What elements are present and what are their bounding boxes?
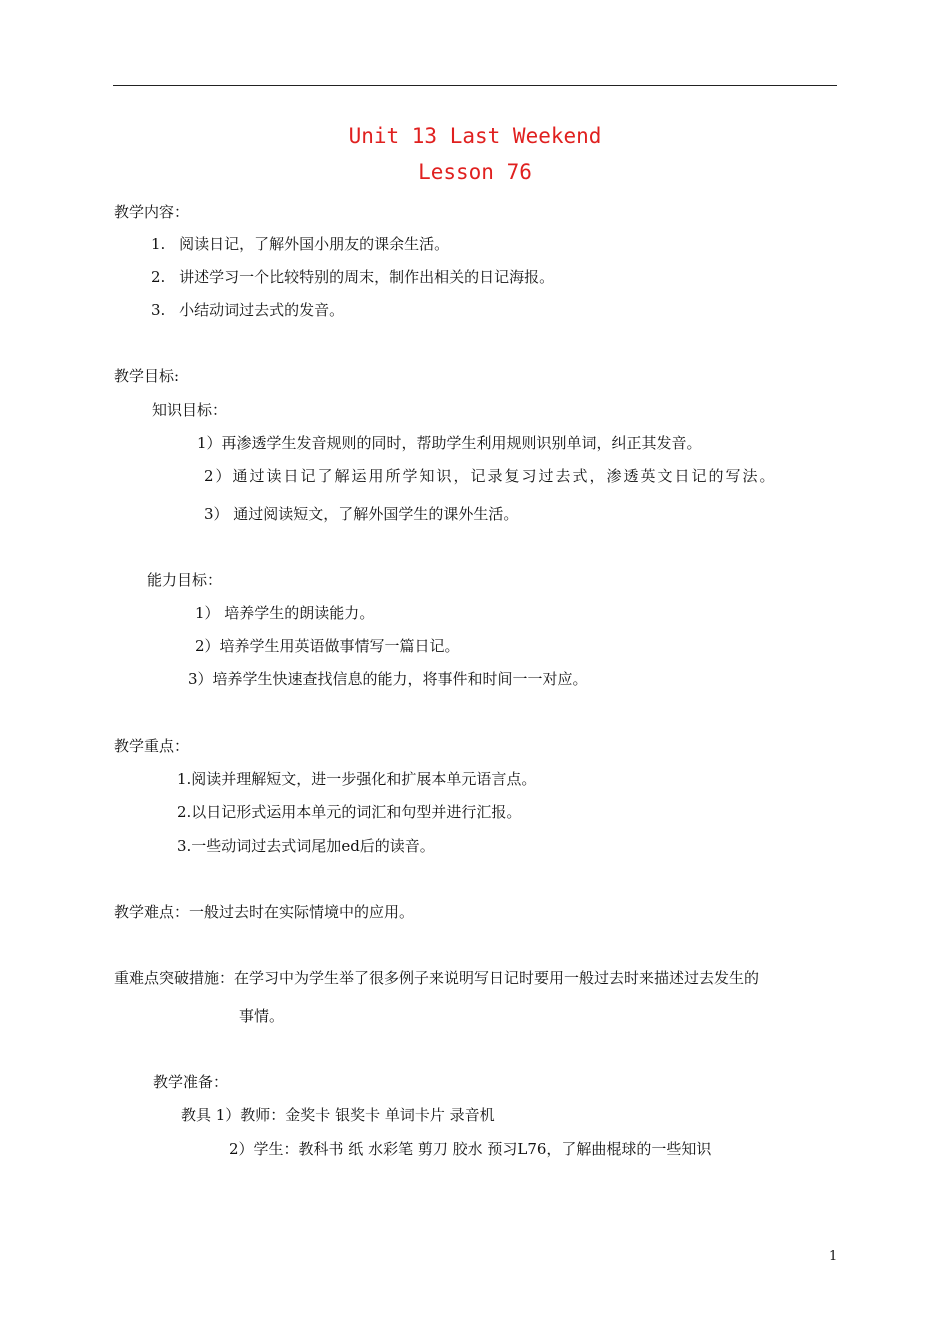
measures-line: 重难点突破措施：在学习中为学生举了很多例子来说明写日记时要用一般过去时来描述过去发生的 <box>114 969 760 987</box>
key-point-item: 1.阅读并理解短文，进一步强化和扩展本单元语言点。 <box>177 770 537 788</box>
objectives-heading: 教学目标: <box>114 367 180 385</box>
ability-item: 2）培养学生用英语做事情写一篇日记。 <box>195 637 460 655</box>
difficulty-line: 教学难点：一般过去时在实际情境中的应用。 <box>114 903 415 921</box>
content-item <box>151 301 344 319</box>
content-item <box>151 235 449 253</box>
measures-line-continued: 事情。 <box>239 1007 285 1025</box>
ability-item: 1） 培养学生的朗读能力。 <box>195 604 375 622</box>
key-point-item: 3.一些动词过去式词尾加ed后的读音。 <box>177 837 435 855</box>
knowledge-heading: 知识目标： <box>152 401 228 419</box>
content-item-number: 3. <box>151 301 166 319</box>
content-item <box>151 268 554 286</box>
page-number: 1 <box>829 1249 838 1264</box>
preparation-student-line: 2）学生：教科书 纸 水彩笔 剪刀 胶水 预习L76，了解曲棍球的一些知识 <box>229 1140 712 1158</box>
preparation-heading: 教学准备： <box>153 1073 229 1091</box>
key-point-item: 2.以日记形式运用本单元的词汇和句型并进行汇报。 <box>177 803 522 821</box>
knowledge-item: 2）通过读日记了解运用所学知识，记录复习过去式，渗透英文日记的写法。 <box>204 467 777 485</box>
knowledge-item: 3） 通过阅读短文，了解外国学生的课外生活。 <box>204 505 519 523</box>
ability-item: 3）培养学生快速查找信息的能力，将事件和时间一一对应。 <box>188 670 588 688</box>
lesson-subtitle: Lesson 76 <box>418 160 532 184</box>
header-rule <box>113 85 837 86</box>
knowledge-item: 1）再渗透学生发音规则的同时，帮助学生利用规则识别单词，纠正其发音。 <box>197 434 702 452</box>
key-points-heading: 教学重点： <box>114 737 190 755</box>
ability-heading: 能力目标： <box>147 571 223 589</box>
content-item-number: 1. <box>151 235 166 253</box>
content-item-text: 阅读日记，了解外国小朋友的课余生活。 <box>179 235 450 253</box>
content-item-text: 讲述学习一个比较特别的周末，制作出相关的日记海报。 <box>179 268 555 286</box>
page-title: Unit 13 Last Weekend <box>348 124 602 148</box>
preparation-teacher-line: 教具 1）教师：金奖卡 银奖卡 单词卡片 录音机 <box>181 1106 495 1124</box>
content-heading: 教学内容： <box>114 203 190 221</box>
content-item-text: 小结动词过去式的发音。 <box>179 301 345 319</box>
content-item-number: 2. <box>151 268 166 286</box>
